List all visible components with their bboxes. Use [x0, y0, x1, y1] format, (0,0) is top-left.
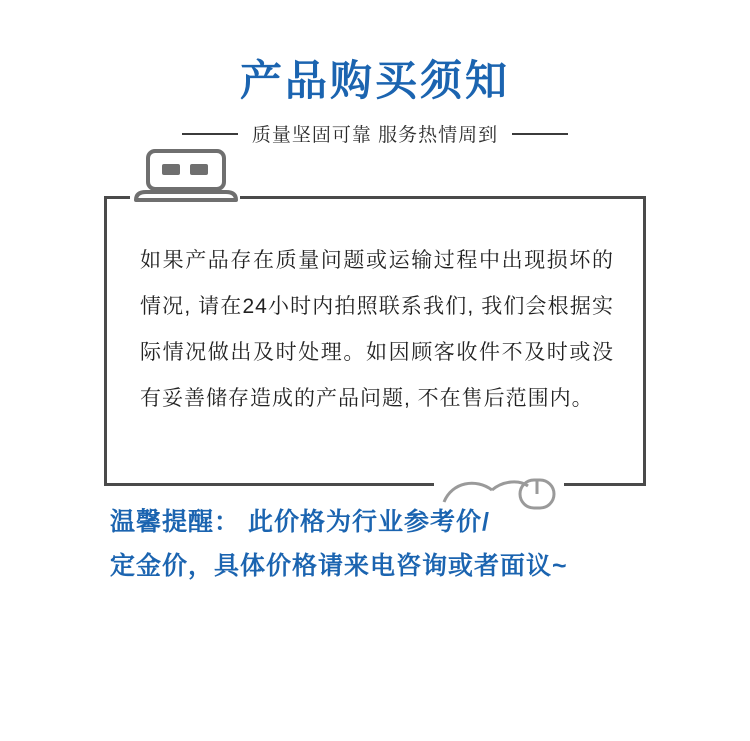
notice-body-text: 如果产品存在质量问题或运输过程中出现损坏的情况, 请在24小时内拍照联系我们, 我们会根据实际情况做出及时处理。如因顾客收件不及时或没有妥善储存造成的产品问题, 不在售后范围内。	[140, 249, 614, 410]
price-notice	[110, 500, 670, 588]
notice-frame	[104, 196, 646, 486]
divider-right	[512, 133, 568, 135]
subtitle-row	[0, 120, 750, 147]
laptop-icon	[132, 148, 240, 204]
page-subtitle: 质量坚固可靠 服务热情周到	[251, 125, 499, 146]
price-notice-line-2: 定金价，具体价格请来电咨询或者面议~	[110, 552, 568, 580]
divider-left	[182, 133, 238, 135]
page-title: 产品购买须知	[239, 57, 510, 104]
price-notice-line-1: 温馨提醒： 此价格为行业参考价/	[110, 508, 490, 536]
